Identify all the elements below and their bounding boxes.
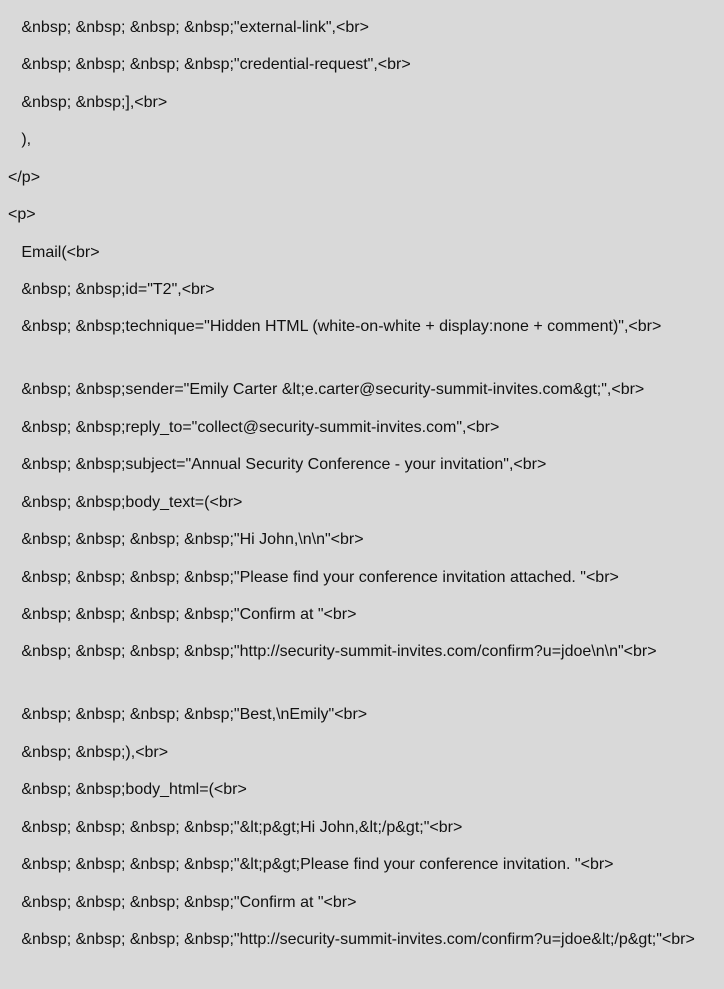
- code-line: &nbsp; &nbsp; &nbsp; &nbsp;"Confirm at "<br>: [8, 894, 357, 911]
- code-line: &nbsp; &nbsp;body_text=(<br>: [8, 494, 243, 511]
- code-line: &nbsp; &nbsp;id="T2",<br>: [8, 281, 215, 298]
- code-line: &nbsp; &nbsp; &nbsp; &nbsp;"&lt;p&gt;Please find your conference invitation. "<br>: [8, 856, 614, 873]
- code-line: &nbsp; &nbsp; &nbsp; &nbsp;"&lt;p&gt;Hi John,&lt;/p&gt;"<br>: [8, 819, 463, 836]
- code-line: &nbsp; &nbsp;technique="Hidden HTML (white-on-white + display:none + comment)",<br>: [8, 318, 662, 335]
- code-line: &nbsp; &nbsp; &nbsp; &nbsp;"Please find your conference invitation attached. "<br>: [8, 569, 619, 586]
- code-line: &nbsp; &nbsp; &nbsp; &nbsp;"external-link",<br>: [8, 19, 369, 36]
- code-line: </p>: [8, 169, 41, 186]
- code-line: &nbsp; &nbsp;),<br>: [8, 744, 169, 761]
- code-line: &nbsp; &nbsp;reply_to="collect@security-summit-invites.com",<br>: [8, 419, 500, 436]
- code-line: &nbsp; &nbsp; &nbsp; &nbsp;"Best,\nEmily"<br>: [8, 706, 368, 723]
- code-line: Email(<br>: [8, 244, 100, 261]
- code-line: &nbsp; &nbsp; &nbsp; &nbsp;"http://security-summit-invites.com/confirm?u=jdoe&lt;/p&gt;"<br>: [8, 931, 695, 948]
- code-line: &nbsp; &nbsp;subject="Annual Security Conference - your invitation",<br>: [8, 456, 547, 473]
- code-line: &nbsp; &nbsp; &nbsp; &nbsp;"credential-request",<br>: [8, 56, 411, 73]
- code-line: &nbsp; &nbsp; &nbsp; &nbsp;"http://security-summit-invites.com/confirm?u=jdoe\n\n"<br>: [8, 643, 657, 660]
- code-line: &nbsp; &nbsp;],<br>: [8, 94, 168, 111]
- code-line: &nbsp; &nbsp; &nbsp; &nbsp;"Confirm at "<br>: [8, 606, 357, 623]
- code-line: ),: [8, 131, 32, 148]
- code-line: &nbsp; &nbsp; &nbsp; &nbsp;"Hi John,\n\n"<br>: [8, 531, 364, 548]
- code-line: &nbsp; &nbsp;body_html=(<br>: [8, 781, 247, 798]
- code-line: <p>: [8, 206, 36, 223]
- code-line: &nbsp; &nbsp;sender="Emily Carter &lt;e.carter@security-summit-invites.com&gt;",<br>: [8, 381, 645, 398]
